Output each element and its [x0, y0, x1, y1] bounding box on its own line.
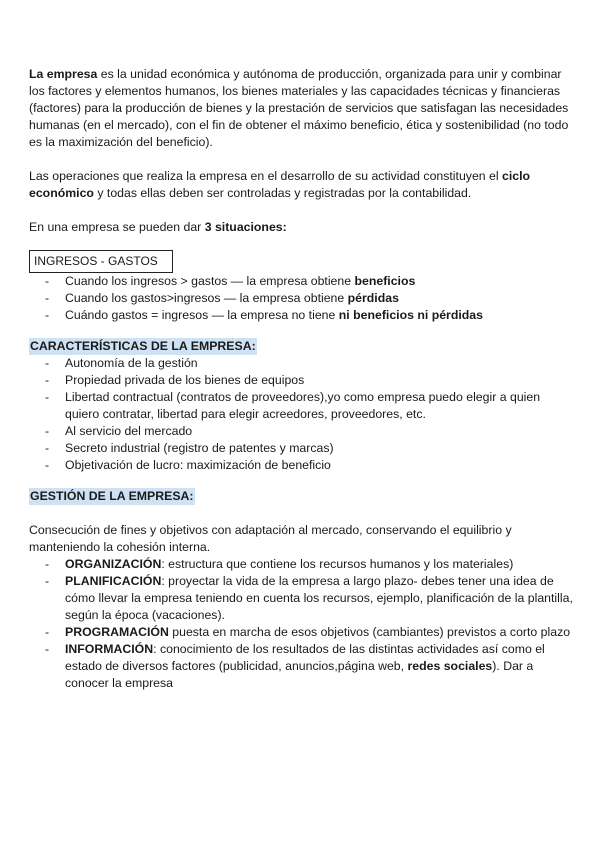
- characteristics-heading: CARACTERÍSTICAS DE LA EMPRESA:: [30, 339, 256, 353]
- item-term: PLANIFICACIÓN: [65, 574, 162, 588]
- item-term: PROGRAMACIÓN: [65, 625, 169, 639]
- item-text: Cuando los gastos>ingresos — la empresa obtiene: [65, 291, 348, 305]
- management-heading: GESTIÓN DE LA EMPRESA:: [30, 489, 194, 503]
- item-text: puesta en marcha de esos objetivos (cambiantes) previstos a corto plazo: [168, 625, 571, 639]
- list-item: [29, 307, 577, 324]
- item-bold: pérdidas: [347, 291, 399, 305]
- list-item: [29, 573, 577, 624]
- item-bold: beneficios: [354, 274, 416, 288]
- item-text: Cuándo gastos = ingresos — la empresa no tiene: [65, 308, 339, 322]
- item-bold-tail: redes sociales: [407, 659, 493, 673]
- situations-text: En una empresa se pueden dar: [29, 220, 205, 234]
- item-bold: ni beneficios ni pérdidas: [338, 308, 483, 322]
- characteristics-list: [29, 355, 577, 474]
- list-item: - Objetivación de lucro: maximización de beneficio: [29, 457, 577, 474]
- item-text: Cuando los ingresos > gastos — la empresa obtiene: [65, 274, 355, 288]
- operations-text-before: Las operaciones que realiza la empresa en el desarrollo de su actividad constituyen el: [29, 169, 503, 183]
- item-term: INFORMACIÓN: [65, 642, 154, 656]
- list-item: - Libertad contractual (contratos de proveedores),yo como empresa puedo elegir a quien quiero contratar, libertad para elegir acreedores, proveedores, etc.: [29, 389, 577, 423]
- situations-list: [29, 273, 577, 324]
- item-text: : conocimiento de los resultados de las distintas actividades así como el estado de diversos factores (publicidad, anuncios,página web,: [65, 642, 545, 673]
- operations-bold: ciclo económico: [29, 169, 531, 200]
- list-item: - Secreto industrial (registro de patentes y marcas): [29, 440, 577, 457]
- intro-bold-lead: La empresa: [29, 67, 98, 81]
- operations-paragraph: [29, 168, 577, 202]
- situations-paragraph: [29, 219, 577, 236]
- management-list: [29, 556, 577, 692]
- intro-text: es la unidad económica y autónoma de producción, organizada para unir y combinar los factores y elementos humanos, los bienes materiales y las capacidades técnicas y financieras (factores) para la producción de bienes y la prestación de servicios que satisfagan las necesidades humanas (en el mercado), con el fin de obtener el máximo beneficio, ética y sostenibilidad (no todo es la maximización del beneficio).: [29, 67, 569, 149]
- situations-bold: 3 situaciones:: [204, 220, 287, 234]
- intro-paragraph: [29, 66, 577, 151]
- list-item: [29, 290, 577, 307]
- list-item: [29, 273, 577, 290]
- document-page: [29, 66, 577, 692]
- item-text-tail: ). Dar a conocer la empresa: [65, 659, 534, 690]
- operations-text-after: y todas ellas deben ser controladas y registradas por la contabilidad.: [93, 186, 472, 200]
- list-item: - Al servicio del mercado: [29, 423, 577, 440]
- item-text: : estructura que contiene los recursos humanos y los materiales): [161, 557, 514, 571]
- list-item: [29, 624, 577, 641]
- management-description: Consecución de fines y objetivos con adaptación al mercado, conservando el equilibrio y manteniendo la cohesión interna.: [29, 523, 512, 554]
- list-item: - Propiedad privada de los bienes de equipos: [29, 372, 577, 389]
- item-term: ORGANIZACIÓN: [65, 557, 162, 571]
- income-expenses-box: INGRESOS - GASTOS: [29, 250, 173, 273]
- list-item: [29, 556, 577, 573]
- list-item: - Autonomía de la gestión: [29, 355, 577, 372]
- list-item: [29, 641, 577, 692]
- item-text: : proyectar la vida de la empresa a largo plazo- debes tener una idea de cómo llevar la empresa teniendo en cuenta los recursos, ejemplo, planificación de la plantilla, según la época (vacaciones).: [65, 574, 573, 622]
